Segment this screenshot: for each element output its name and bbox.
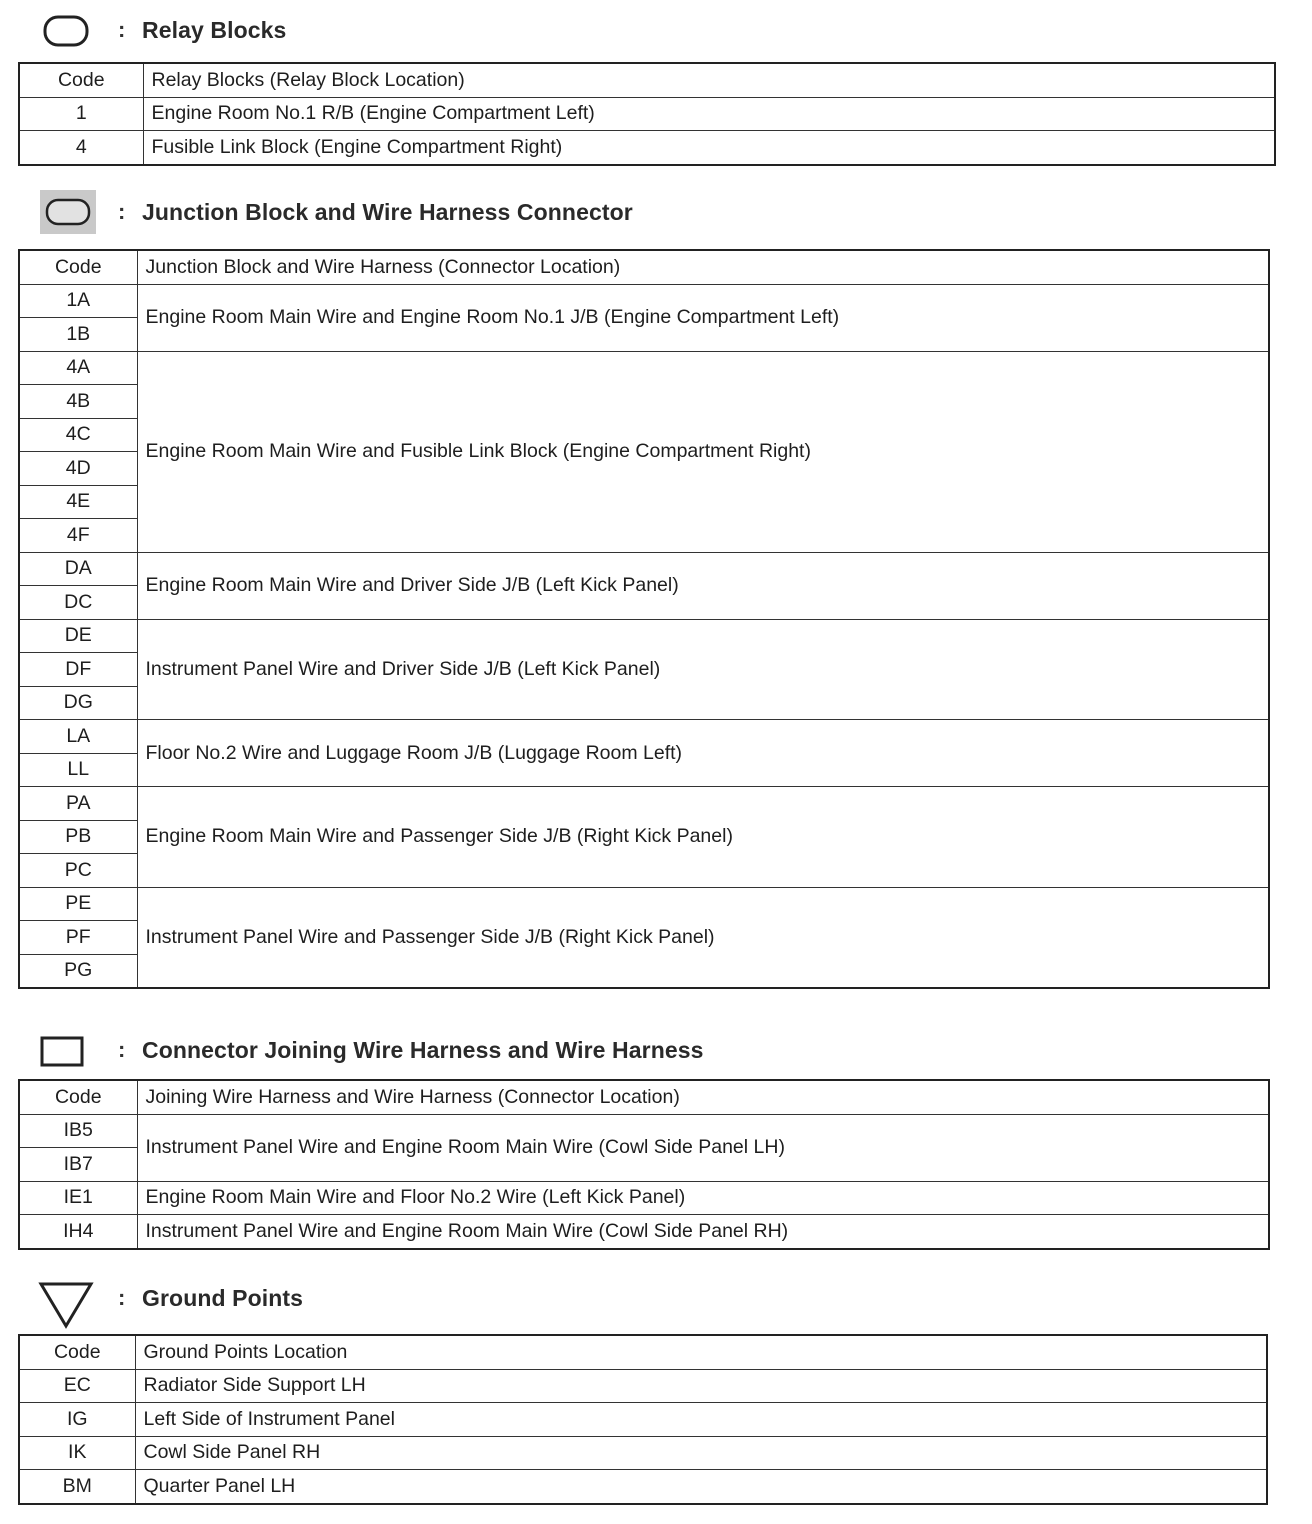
heading-colon: :	[118, 199, 126, 224]
code-cell: 1B	[19, 318, 137, 352]
code-cell: PF	[19, 921, 137, 955]
table-row	[19, 552, 1269, 586]
code-cell: 4A	[19, 351, 137, 385]
table-row	[19, 1181, 1269, 1215]
table-row	[19, 351, 1269, 385]
code-cell: EC	[19, 1369, 135, 1403]
location-cell: Quarter Panel LH	[135, 1470, 1267, 1504]
shaded-rounded-rectangle-icon	[18, 190, 118, 234]
table-row	[19, 619, 1269, 653]
location-cell: Engine Room Main Wire and Engine Room No.1 J/B (Engine Compartment Left)	[137, 284, 1269, 351]
table-header-row	[19, 1080, 1269, 1114]
rounded-rectangle-icon	[18, 8, 118, 52]
code-cell: 4C	[19, 418, 137, 452]
table-row	[19, 131, 1275, 165]
code-cell: 4	[19, 131, 143, 165]
connector-table	[18, 1079, 1270, 1250]
code-cell: LA	[19, 720, 137, 754]
code-cell: DE	[19, 619, 137, 653]
code-header: Code	[19, 1335, 135, 1369]
code-header: Code	[19, 250, 137, 284]
location-cell: Instrument Panel Wire and Engine Room Main Wire (Cowl Side Panel RH)	[137, 1215, 1269, 1249]
location-cell: Left Side of Instrument Panel	[135, 1403, 1267, 1437]
table-row	[19, 284, 1269, 318]
location-cell: Instrument Panel Wire and Engine Room Main Wire (Cowl Side Panel LH)	[137, 1114, 1269, 1181]
connector-heading	[18, 1028, 1268, 1072]
location-cell: Cowl Side Panel RH	[135, 1436, 1267, 1470]
rectangle-icon	[18, 1028, 118, 1072]
code-cell: IK	[19, 1436, 135, 1470]
code-cell: PG	[19, 954, 137, 988]
location-header: Ground Points Location	[135, 1335, 1267, 1369]
code-cell: BM	[19, 1470, 135, 1504]
code-cell: PE	[19, 887, 137, 921]
code-cell: 4F	[19, 519, 137, 553]
heading-colon: :	[118, 17, 126, 42]
table-row	[19, 1403, 1267, 1437]
location-header: Junction Block and Wire Harness (Connector Location)	[137, 250, 1269, 284]
location-cell: Engine Room Main Wire and Floor No.2 Wire (Left Kick Panel)	[137, 1181, 1269, 1215]
code-cell: 1	[19, 97, 143, 131]
ground-points-heading	[18, 1276, 1268, 1320]
relay-blocks-heading	[18, 8, 1268, 52]
location-cell: Engine Room Main Wire and Passenger Side J/B (Right Kick Panel)	[137, 787, 1269, 888]
code-cell: 1A	[19, 284, 137, 318]
table-row	[19, 720, 1269, 754]
table-row	[19, 1369, 1267, 1403]
location-cell: Instrument Panel Wire and Passenger Side J/B (Right Kick Panel)	[137, 887, 1269, 988]
section-title: Connector Joining Wire Harness and Wire Harness	[142, 1036, 704, 1063]
table-row	[19, 887, 1269, 921]
code-cell: DC	[19, 586, 137, 620]
code-cell: PB	[19, 820, 137, 854]
heading-colon: :	[118, 1285, 126, 1310]
ground-points-table	[18, 1334, 1268, 1505]
code-cell: DF	[19, 653, 137, 687]
location-cell: Engine Room No.1 R/B (Engine Compartment Left)	[143, 97, 1275, 131]
location-cell: Instrument Panel Wire and Driver Side J/B (Left Kick Panel)	[137, 619, 1269, 720]
section-title: Junction Block and Wire Harness Connector	[142, 198, 633, 225]
section-title: Ground Points	[142, 1284, 304, 1311]
junction-block-heading	[18, 190, 1268, 234]
table-row	[19, 97, 1275, 131]
code-cell: IB7	[19, 1148, 137, 1182]
code-header: Code	[19, 1080, 137, 1114]
table-row	[19, 1114, 1269, 1148]
table-row	[19, 787, 1269, 821]
table-header-row	[19, 250, 1269, 284]
location-cell: Engine Room Main Wire and Fusible Link Block (Engine Compartment Right)	[137, 351, 1269, 552]
location-cell: Engine Room Main Wire and Driver Side J/B (Left Kick Panel)	[137, 552, 1269, 619]
table-header-row	[19, 63, 1275, 97]
table-row	[19, 1470, 1267, 1504]
heading-colon: :	[118, 1037, 126, 1062]
location-header: Relay Blocks (Relay Block Location)	[143, 63, 1275, 97]
down-triangle-icon	[18, 1276, 118, 1320]
code-cell: PA	[19, 787, 137, 821]
code-cell: PC	[19, 854, 137, 888]
code-cell: IB5	[19, 1114, 137, 1148]
code-cell: IG	[19, 1403, 135, 1437]
location-cell: Radiator Side Support LH	[135, 1369, 1267, 1403]
code-cell: IE1	[19, 1181, 137, 1215]
section-title: Relay Blocks	[142, 16, 287, 43]
location-cell: Fusible Link Block (Engine Compartment Right)	[143, 131, 1275, 165]
code-cell: DG	[19, 686, 137, 720]
table-row	[19, 1215, 1269, 1249]
junction-block-table	[18, 249, 1270, 989]
code-cell: 4D	[19, 452, 137, 486]
code-cell: IH4	[19, 1215, 137, 1249]
code-cell: LL	[19, 753, 137, 787]
location-header: Joining Wire Harness and Wire Harness (Connector Location)	[137, 1080, 1269, 1114]
code-cell: 4E	[19, 485, 137, 519]
relay-blocks-table	[18, 62, 1276, 166]
table-header-row	[19, 1335, 1267, 1369]
table-row	[19, 1436, 1267, 1470]
code-cell: DA	[19, 552, 137, 586]
location-cell: Floor No.2 Wire and Luggage Room J/B (Luggage Room Left)	[137, 720, 1269, 787]
code-cell: 4B	[19, 385, 137, 419]
code-header: Code	[19, 63, 143, 97]
